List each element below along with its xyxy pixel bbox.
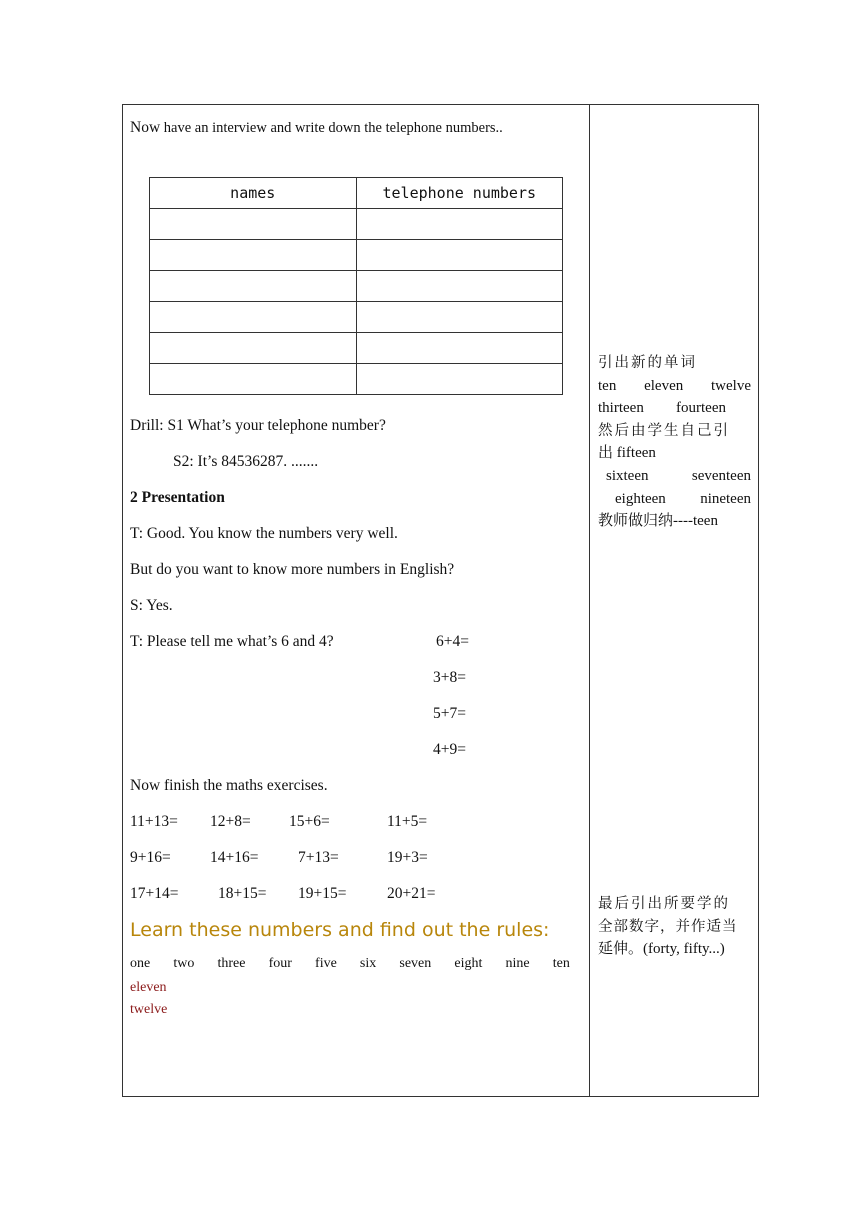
exercise-item: 19+15= [298,885,347,902]
side-word: ten [598,377,617,394]
exercise-item: 11+5= [387,813,428,830]
number-word: six [359,956,377,971]
side-note-new-words [598,352,751,533]
exercise-item: 14+16= [210,849,259,866]
intro-first-word: Now [130,119,161,136]
side-note-line [598,375,751,398]
drill-line-2: S2: It’s 84536287. ....... [173,453,319,470]
side-note-line [598,397,726,420]
number-cell [356,302,563,333]
number-word: ten [552,956,570,971]
intro-rest: have an interview and write down the telephone numbers.. [160,120,503,136]
number-cell [356,271,563,302]
table-row [150,271,563,302]
telephone-table [149,177,563,395]
number-word: nine [505,956,530,971]
side-note-line [598,465,751,488]
sum-item: 3+8= [433,669,466,686]
side-word: twelve [711,377,751,394]
number-cell [356,240,563,271]
number-word: eight [454,956,483,971]
name-cell [150,333,357,364]
side-note-line [598,488,751,511]
side-note-line: 全部数字，并作适当 [598,918,738,935]
learn-numbers-title: Learn these numbers and find out the rules: [130,919,550,941]
name-cell [150,302,357,333]
presentation-line: T: Please tell me what’s 6 and 4? [130,633,334,650]
number-word: three [217,956,246,971]
name-cell [150,209,357,240]
exercise-item: 20+21= [387,885,436,902]
side-note-line: 最后引出所要学的 [598,896,730,912]
header-names: names [150,178,357,209]
presentation-heading: 2 Presentation [130,489,225,506]
side-word: eleven [644,377,684,394]
exercise-instruction: Now finish the maths exercises. [130,777,328,794]
side-word: thirteen [598,400,644,417]
number-word: two [173,956,195,971]
number-words-row [130,956,570,972]
number-word: seven [399,956,432,971]
sum-item: 4+9= [433,741,466,758]
sum-item: 5+7= [433,705,466,722]
name-cell [150,240,357,271]
side-note-line: 教师做归纳----teen [598,513,718,530]
number-cell [356,209,563,240]
side-note-all-numbers [598,893,751,961]
table-header-row [150,178,563,209]
exercise-item: 17+14= [130,885,179,902]
name-cell [150,364,357,395]
presentation-line: T: Good. You know the numbers very well. [130,525,398,542]
table-row [150,209,563,240]
exercise-item: 9+16= [130,849,171,866]
side-note-line: 然后由学生自己引 [598,422,730,439]
name-cell [150,271,357,302]
interview-instruction [130,118,503,138]
side-word: seventeen [691,467,751,484]
exercise-item: 7+13= [298,849,339,866]
table-row [150,302,563,333]
number-word: five [315,956,337,971]
exercise-item: 12+8= [210,813,251,830]
exercise-item: 19+3= [387,849,428,866]
red-number-word: twelve [130,1002,168,1017]
exercise-item: 11+13= [130,813,178,830]
red-number-word: eleven [130,980,167,995]
number-cell [356,333,563,364]
side-word: nineteen [700,490,751,507]
side-word: eighteen [615,490,666,507]
exercise-item: 15+6= [289,813,330,830]
side-word: sixteen [606,467,649,484]
exercise-item: 18+15= [218,885,267,902]
table-row [150,240,563,271]
side-note-line: 延伸。(forty, fifty...) [598,941,725,958]
drill-line-1: Drill: S1 What’s your telephone number? [130,417,386,434]
number-word: one [130,956,151,971]
column-divider [589,104,590,1097]
presentation-line: S: Yes. [130,597,173,614]
header-telephone-numbers: telephone numbers [356,178,563,209]
side-note-line: 出 fifteen [598,445,656,462]
sum-item: 6+4= [436,633,469,650]
side-note-line: 引出新的单词 [598,355,697,371]
number-cell [356,364,563,395]
table-row [150,333,563,364]
table-row [150,364,563,395]
side-word: fourteen [676,400,726,417]
number-word: four [268,956,292,971]
presentation-line: But do you want to know more numbers in English? [130,561,455,578]
